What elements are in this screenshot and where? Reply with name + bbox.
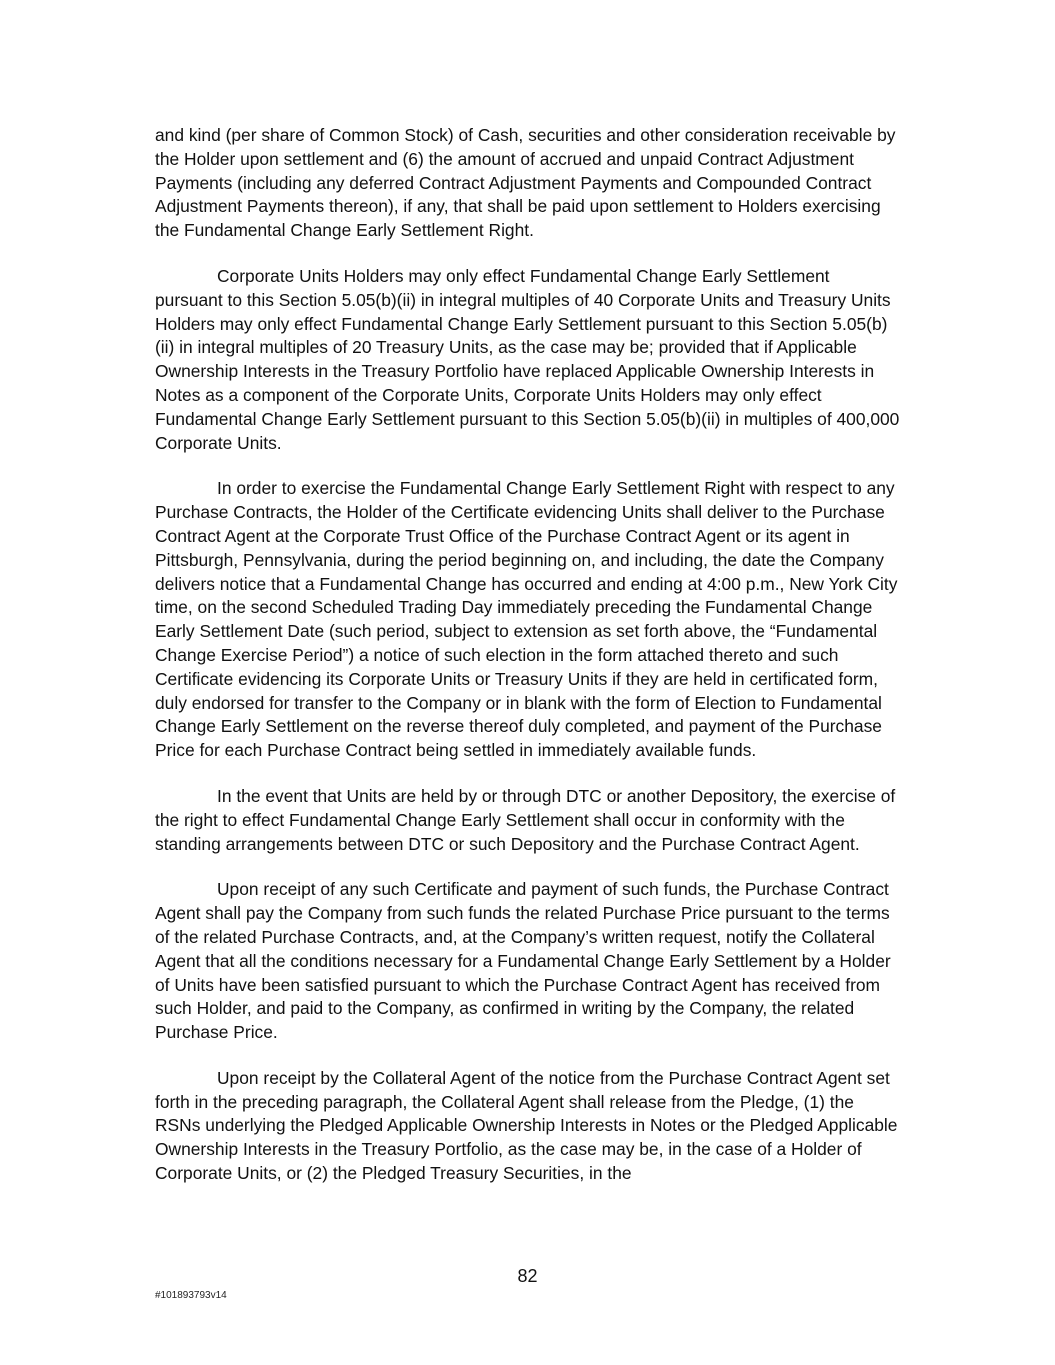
paragraph-receipt-payment: Upon receipt of any such Certificate and payment of such funds, the Purchase Contract Agent shall pay the Company from such funds the related Purchase Price pursuant to the terms of the related Purchase Contracts, and, at the Company’s written request, notify the Collateral Agent that all the conditions necessary for a Fundamental Change Early Settlement by a Holder of Units have been satisfied pursuant to which the Purchase Contract Agent has received from such Holder, and paid to the Company, as confirmed in writing by the Company, the related Purchase Price. xyxy=(155,879,891,1043)
document-id: #101893793v14 xyxy=(155,1290,227,1301)
paragraph-continuation: and kind (per share of Common Stock) of Cash, securities and other consideration receivable by the Holder upon settlement and (6) the amount of accrued and unpaid Contract Adjustment Payments (including any deferred Contract Adjustment Payments and Compounded Contract Adjustment Payments thereon), if any, that shall be paid upon settlement to Holders exercising the Fundamental Change Early Settlement Right. xyxy=(155,125,896,241)
page-number: 82 xyxy=(517,1266,538,1286)
document-body xyxy=(155,124,900,1208)
paragraph-collateral-release: Upon receipt by the Collateral Agent of the notice from the Purchase Contract Agent set forth in the preceding paragraph, the Collateral Agent shall release from the Pledge, (1) the RSNs underlying the Pledged Applicable Ownership Interests in Notes or the Pledged Applicable Ownership Interests in the Treasury Portfolio, as the case may be, in the case of a Holder of Corporate Units, or (2) the Pledged Treasury Securities, in the xyxy=(155,1067,898,1184)
paragraph-depository: In the event that Units are held by or through DTC or another Depository, the exercise of the right to effect Fundamental Change Early Settlement shall occur in conformity with the standing arrangements between DTC or such Depository and the Purchase Contract Agent. xyxy=(155,785,896,854)
paragraph-unit-multiples: Corporate Units Holders may only effect Fundamental Change Early Settlement pursuant to this Section 5.05(b)(ii) in integral multiples of 40 Corporate Units and Treasury Units Holders may only effect Fundamental Change Early Settlement pursuant to this Section 5.05(b)(ii) in integral multiples of 20 Treasury Units, as the case may be; provided that if Applicable Ownership Interests in the Treasury Portfolio have replaced Applicable Ownership Interests in Notes as a component of the Corporate Units, Corporate Units Holders may only effect Fundamental Change Early Settlement pursuant to this Section 5.05(b)(ii) in multiples of 400,000 Corporate Units. xyxy=(155,265,900,453)
paragraph-exercise-procedure: In order to exercise the Fundamental Change Early Settlement Right with respect to any Purchase Contracts, the Holder of the Certificate evidencing Units shall deliver to the Purchase Contract Agent at the Corporate Trust Office of the Purchase Contract Agent or its agent in Pittsburgh, Pennsylvania, during the period beginning on, and including, the date the Company delivers notice that a Fundamental Change has occurred and ending at 4:00 p.m., New York City time, on the second Scheduled Trading Day immediately preceding the Fundamental Change Early Settlement Date (such period, subject to extension as set forth above, the “Fundamental Change Exercise Period”) a notice of such election in the form attached thereto and such Certificate evidencing its Corporate Units or Treasury Units if they are held in certificated form, duly endorsed for transfer to the Company or in blank with the form of Election to Fundamental Change Early Settlement on the reverse thereof duly completed, and payment of the Purchase Price for each Purchase Contract being settled in immediately available funds. xyxy=(155,478,898,761)
